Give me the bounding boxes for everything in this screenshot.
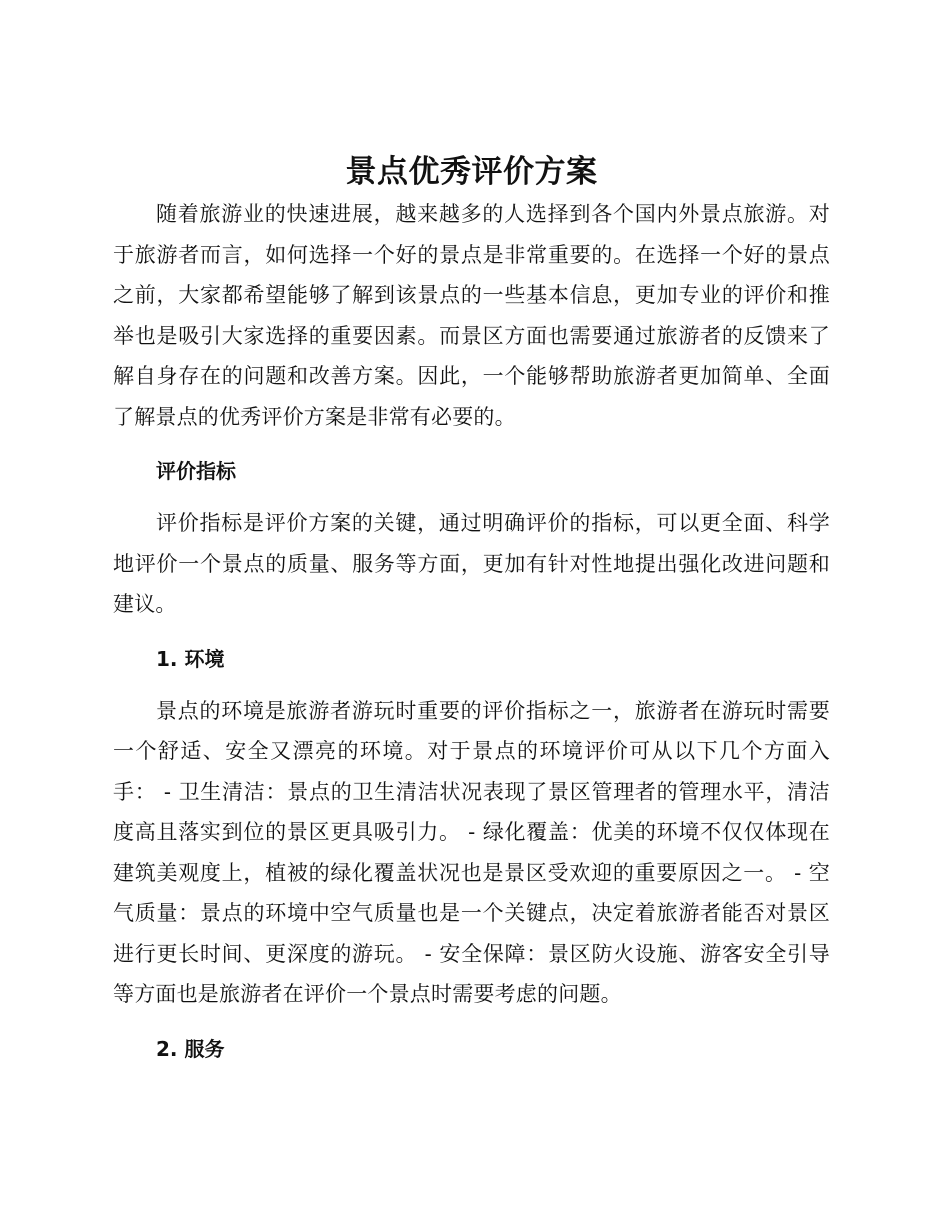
document-title: 景点优秀评价方案 (345, 154, 598, 190)
section-heading-evaluation-criteria: 评价指标 (156, 459, 236, 483)
intro-paragraph: 随着旅游业的快速进展，越来越多的人选择到各个国内外景点旅游。对于旅游者而言，如何选择一个好的景点是非常重要的。在选择一个好的景点之前，大家都希望能够了解到该景点的一些基本信息，更加专业的评价和推举也是吸引大家选择的重要因素。而景区方面也需要通过旅游者的反馈来了解自身存在的问题和改善方案。因此，一个能够帮助旅游者更加简单、全面了解景点的优秀评价方案是非常有必要的。 (113, 202, 830, 429)
spacer (113, 679, 830, 691)
spacer (113, 625, 830, 639)
item-heading-service: 2. 服务 (156, 1036, 225, 1061)
spacer (113, 437, 830, 451)
environment-paragraph: 景点的环境是旅游者游玩时重要的评价指标之一，旅游者在游玩时需要一个舒适、安全又漂亮的环境。对于景点的环境评价可从以下几个方面入手： - 卫生清洁：景点的卫生清洁状况表现了景区管理者的管理水平，清洁度高且落实到位的景区更具吸引力。 - 绿化覆盖：优美的环境不仅仅体现在建筑美观度上，植被的绿化覆盖状况也是景区受欢迎的重要原因之一。 - 空气质量：景点的环境中空气质量也是一个关键点，决定着旅游者能否对景区进行更长时间、更深度的游玩。 - 安全保障：景区防火设施、游客安全引导等方面也是旅游者在评价一个景点时需要考虑的问题。 (113, 698, 830, 1006)
section-paragraph: 评价指标是评价方案的关键，通过明确评价的指标，可以更全面、科学地评价一个景点的质量、服务等方面，更加有针对性地提出强化改进问题和建议。 (113, 511, 830, 616)
spacer (113, 1015, 830, 1029)
spacer (113, 491, 830, 503)
item-heading-environment: 1. 环境 (156, 646, 225, 671)
